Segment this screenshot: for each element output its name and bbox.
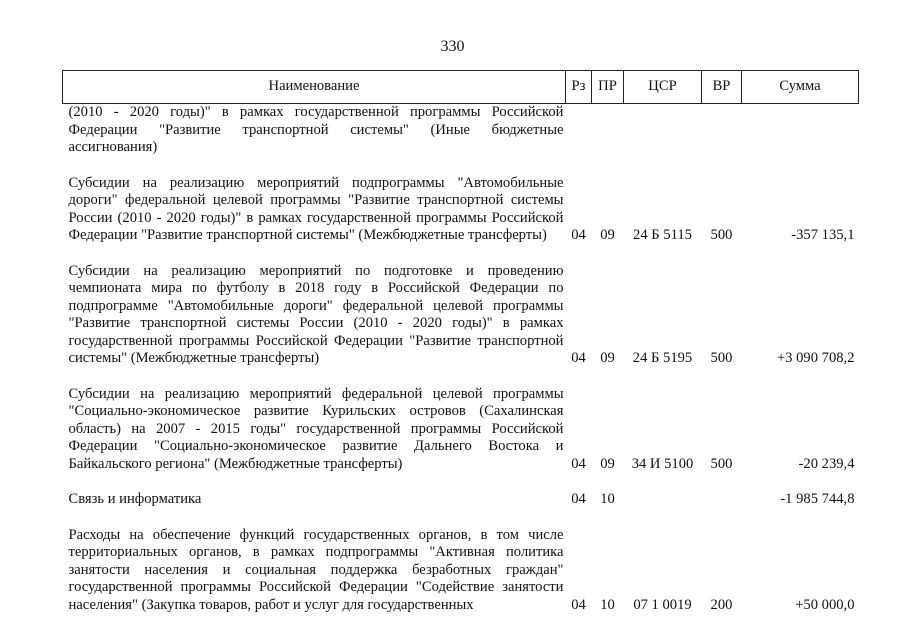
- row-sum: -357 135,1: [791, 227, 855, 243]
- table-row: [63, 263, 859, 368]
- row-name: Субсидии на реализацию мероприятий по подготовке и проведению чемпионата мира по футболу в 2018 году в Российской Федерации по подпрограмме "Автомобильные дороги" федеральной целевой программы "Развитие транспортной системы России (2010 - 2020 годы)" в рамках государственной программы Российской Федерации "Развитие транспортной системы" (Межбюджетные трансферты): [68, 262, 564, 366]
- row-spacer: [63, 509, 859, 527]
- row-name: Расходы на обеспечение функций государственных органов, в том числе территориальных органов, в рамках подпрограммы "Активная политика занятости населения и социальная поддержка безработных граждан" государственной программы Российской Федерации "Содействие занятости населения" (Закупка товаров, работ и услуг для государственных: [68, 526, 564, 613]
- row-name: Связь и информатика: [68, 491, 202, 507]
- row-rz: 04: [571, 491, 586, 507]
- budget-table: [62, 70, 859, 614]
- row-sum: +50 000,0: [795, 596, 855, 613]
- row-csr: 34 И 5100: [631, 455, 694, 472]
- row-csr: [624, 104, 702, 157]
- row-vr: [702, 491, 742, 509]
- row-spacer: [63, 245, 859, 263]
- row-pr: 09: [600, 455, 615, 472]
- header-pr: ПР: [592, 71, 624, 104]
- row-spacer: [63, 473, 859, 491]
- table-row: [63, 175, 859, 245]
- row-rz: [566, 104, 592, 157]
- row-pr: [592, 104, 624, 157]
- row-spacer: [63, 157, 859, 175]
- row-pr: 09: [600, 227, 615, 243]
- table-body: [63, 104, 859, 615]
- row-csr: 07 1 0019: [633, 596, 692, 613]
- row-vr: 200: [710, 596, 733, 613]
- header-csr: ЦСР: [624, 71, 702, 104]
- table-row: [63, 491, 859, 509]
- table-header: [63, 71, 859, 104]
- header-rz: Рз: [566, 71, 592, 104]
- row-pr: 10: [600, 491, 615, 507]
- row-name: Субсидии на реализацию мероприятий подпрограммы "Автомобильные дороги" федеральной целевой программы "Развитие транспортной системы России (2010 - 2020 годы)" в рамках государственной программы Российской Федерации "Развитие транспортной системы" (Межбюджетные трансферты): [68, 174, 564, 243]
- row-sum: +3 090 708,2: [776, 350, 855, 366]
- row-vr: 500: [710, 227, 733, 243]
- row-csr: 24 Б 5115: [633, 227, 692, 243]
- header-row: [63, 71, 859, 104]
- row-csr: 24 Б 5195: [632, 350, 693, 366]
- row-vr: [702, 104, 742, 157]
- row-rz: 04: [571, 596, 586, 613]
- row-rz: 04: [571, 455, 586, 472]
- row-csr: [624, 491, 702, 509]
- row-vr: 500: [710, 350, 733, 366]
- header-vr: ВР: [702, 71, 742, 104]
- table-row: [63, 104, 859, 157]
- table-row: [63, 527, 859, 615]
- row-pr: 10: [600, 596, 615, 613]
- row-sum: [742, 104, 859, 157]
- row-name: (2010 - 2020 годы)" в рамках государственной программы Российской Федерации "Развитие транспортной системы" (Иные бюджетные ассигнования): [68, 104, 564, 155]
- row-name: Субсидии на реализацию мероприятий федеральной целевой программы "Социально-экономическое развитие Курильских островов (Сахалинская область) на 2007 - 2015 годы" государственной программы Российской Федерации "Социально-экономическое развитие Дальнего Востока и Байкальского региона" (Межбюджетные трансферты): [68, 385, 564, 472]
- row-pr: 09: [600, 350, 615, 366]
- page-number: 330: [440, 38, 465, 55]
- row-spacer: [63, 368, 859, 386]
- row-vr: 500: [710, 455, 733, 472]
- row-rz: 04: [571, 350, 586, 366]
- row-sum: -1 985 744,8: [780, 491, 855, 507]
- header-name: Наименование: [63, 71, 566, 104]
- table-row: [63, 386, 859, 474]
- row-rz: 04: [571, 227, 586, 243]
- header-sum: Сумма: [742, 71, 859, 104]
- row-sum: -20 239,4: [798, 455, 855, 472]
